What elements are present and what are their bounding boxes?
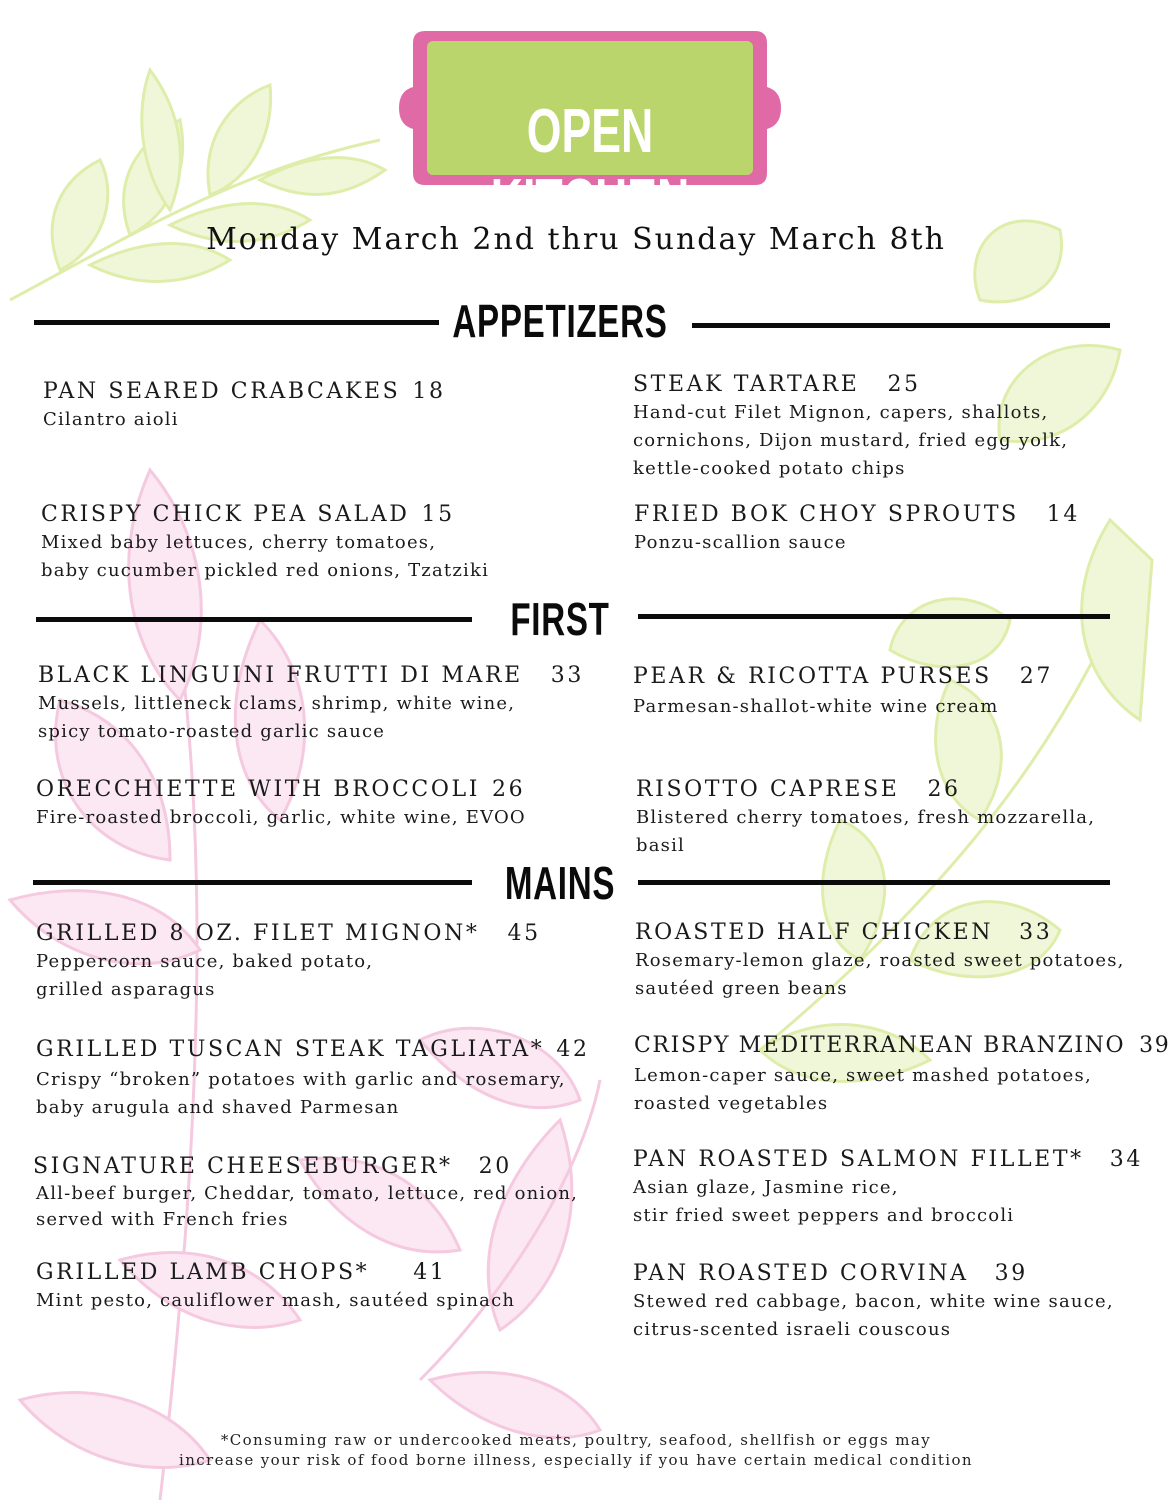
- item-name: SIGNATURE CHEESEBURGER*: [33, 1154, 453, 1179]
- item-name: CRISPY CHICK PEA SALAD: [41, 502, 410, 527]
- item-price: 33: [1019, 920, 1053, 945]
- menu-item: [633, 663, 1053, 721]
- menu-item: [33, 1153, 578, 1233]
- item-price: 26: [927, 777, 961, 802]
- section-heading-appetizers: APPETIZERS: [452, 295, 668, 347]
- divider: [638, 614, 1110, 619]
- item-name: PAN ROASTED SALMON FILLET*: [633, 1147, 1084, 1172]
- item-description: Ponzu-scallion sauce: [634, 532, 847, 553]
- item-description: Blistered cherry tomatoes, fresh mozzarella, basil: [636, 807, 1096, 856]
- item-name: PEAR & RICOTTA PURSES: [633, 664, 992, 689]
- menu-item: [633, 371, 1068, 483]
- item-description: Mint pesto, cauliflower mash, sautéed spinach: [36, 1290, 516, 1311]
- divider: [36, 617, 472, 622]
- item-name: GRILLED TUSCAN STEAK TAGLIATA*: [36, 1037, 545, 1062]
- divider: [33, 880, 472, 885]
- item-description: All-beef burger, Cheddar, tomato, lettuce, red onion, served with French fries: [36, 1183, 579, 1230]
- item-price: 39: [994, 1261, 1028, 1286]
- item-price: 39: [1139, 1033, 1170, 1058]
- item-name: STEAK TARTARE: [633, 372, 860, 397]
- section-heading-first: FIRST: [510, 593, 610, 645]
- divider: [638, 880, 1110, 885]
- item-name: GRILLED LAMB CHOPS*: [36, 1260, 370, 1285]
- item-name: GRILLED 8 OZ. FILET MIGNON*: [36, 921, 480, 946]
- item-price: 34: [1109, 1147, 1143, 1172]
- item-description: Peppercorn sauce, baked potato, grilled asparagus: [36, 951, 374, 1000]
- item-description: Rosemary-lemon glaze, roasted sweet potatoes, sautéed green beans: [635, 950, 1125, 999]
- item-description: Crispy “broken” potatoes with garlic and rosemary, baby arugula and shaved Parmesan: [36, 1069, 566, 1118]
- menu-item: [36, 1036, 590, 1122]
- menu-item: [36, 920, 541, 1004]
- menu-item: [633, 1146, 1143, 1230]
- menu-item: [38, 662, 584, 746]
- item-price: 26: [492, 777, 526, 802]
- item-description: Cilantro aioli: [43, 409, 179, 430]
- date-range: Monday March 2nd thru Sunday March 8th: [206, 222, 946, 257]
- item-name: ROASTED HALF CHICKEN: [635, 920, 994, 945]
- item-description: Hand-cut Filet Mignon, capers, shallots, cornichons, Dijon mustard, fried egg yolk, kettle-cooked potato chips: [633, 402, 1069, 479]
- food-safety-disclaimer: *Consuming raw or undercooked meats, poultry, seafood, shellfish or eggs may increase your risk of food borne illness, especially if you have certain medical condition: [179, 1431, 973, 1469]
- item-name: RISOTTO CAPRESE: [636, 777, 900, 802]
- item-description: Mixed baby lettuces, cherry tomatoes, baby cucumber pickled red onions, Tzatziki: [41, 532, 490, 581]
- logo-text: OPEN KITCHEN: [490, 97, 690, 236]
- divider: [34, 320, 439, 325]
- menu-item: [36, 776, 526, 832]
- item-price: 41: [413, 1260, 447, 1285]
- item-price: 14: [1046, 502, 1080, 527]
- item-description: Parmesan-shallot-white wine cream: [633, 696, 999, 717]
- open-kitchen-logo: [397, 27, 783, 236]
- item-name: ORECCHIETTE WITH BROCCOLI: [36, 777, 480, 802]
- menu-item: [636, 776, 1095, 860]
- item-description: Fire-roasted broccoli, garlic, white wine, EVOO: [36, 807, 526, 828]
- menu-item: [43, 378, 446, 434]
- section-heading-mains: MAINS: [504, 857, 616, 909]
- item-description: Mussels, littleneck clams, shrimp, white wine, spicy tomato-roasted garlic sauce: [38, 693, 516, 742]
- item-description: Lemon-caper sauce, sweet mashed potatoes, roasted vegetables: [634, 1065, 1092, 1114]
- menu-item: [634, 501, 1080, 557]
- menu-item: [633, 1260, 1114, 1344]
- item-price: 27: [1019, 664, 1053, 689]
- item-name: CRISPY MEDITERRANEAN BRANZINO: [634, 1033, 1126, 1058]
- menu-item: [36, 1259, 515, 1315]
- item-price: 45: [507, 921, 541, 946]
- item-price: 15: [421, 502, 455, 527]
- menu-item: [41, 501, 489, 585]
- item-price: 42: [556, 1037, 590, 1062]
- item-name: BLACK LINGUINI FRUTTI DI MARE: [38, 663, 523, 688]
- item-price: 18: [412, 379, 446, 404]
- item-name: PAN ROASTED CORVINA: [633, 1261, 969, 1286]
- item-price: 25: [887, 372, 921, 397]
- item-price: 20: [478, 1154, 512, 1179]
- item-name: FRIED BOK CHOY SPROUTS: [634, 502, 1019, 527]
- item-price: 33: [550, 663, 584, 688]
- item-name: PAN SEARED CRABCAKES: [43, 379, 401, 404]
- menu-item: [635, 919, 1125, 1003]
- divider: [692, 323, 1110, 328]
- menu-item: [634, 1032, 1170, 1118]
- item-description: Asian glaze, Jasmine rice, stir fried sweet peppers and broccoli: [633, 1177, 1015, 1226]
- item-description: Stewed red cabbage, bacon, white wine sauce, citrus-scented israeli couscous: [633, 1291, 1114, 1340]
